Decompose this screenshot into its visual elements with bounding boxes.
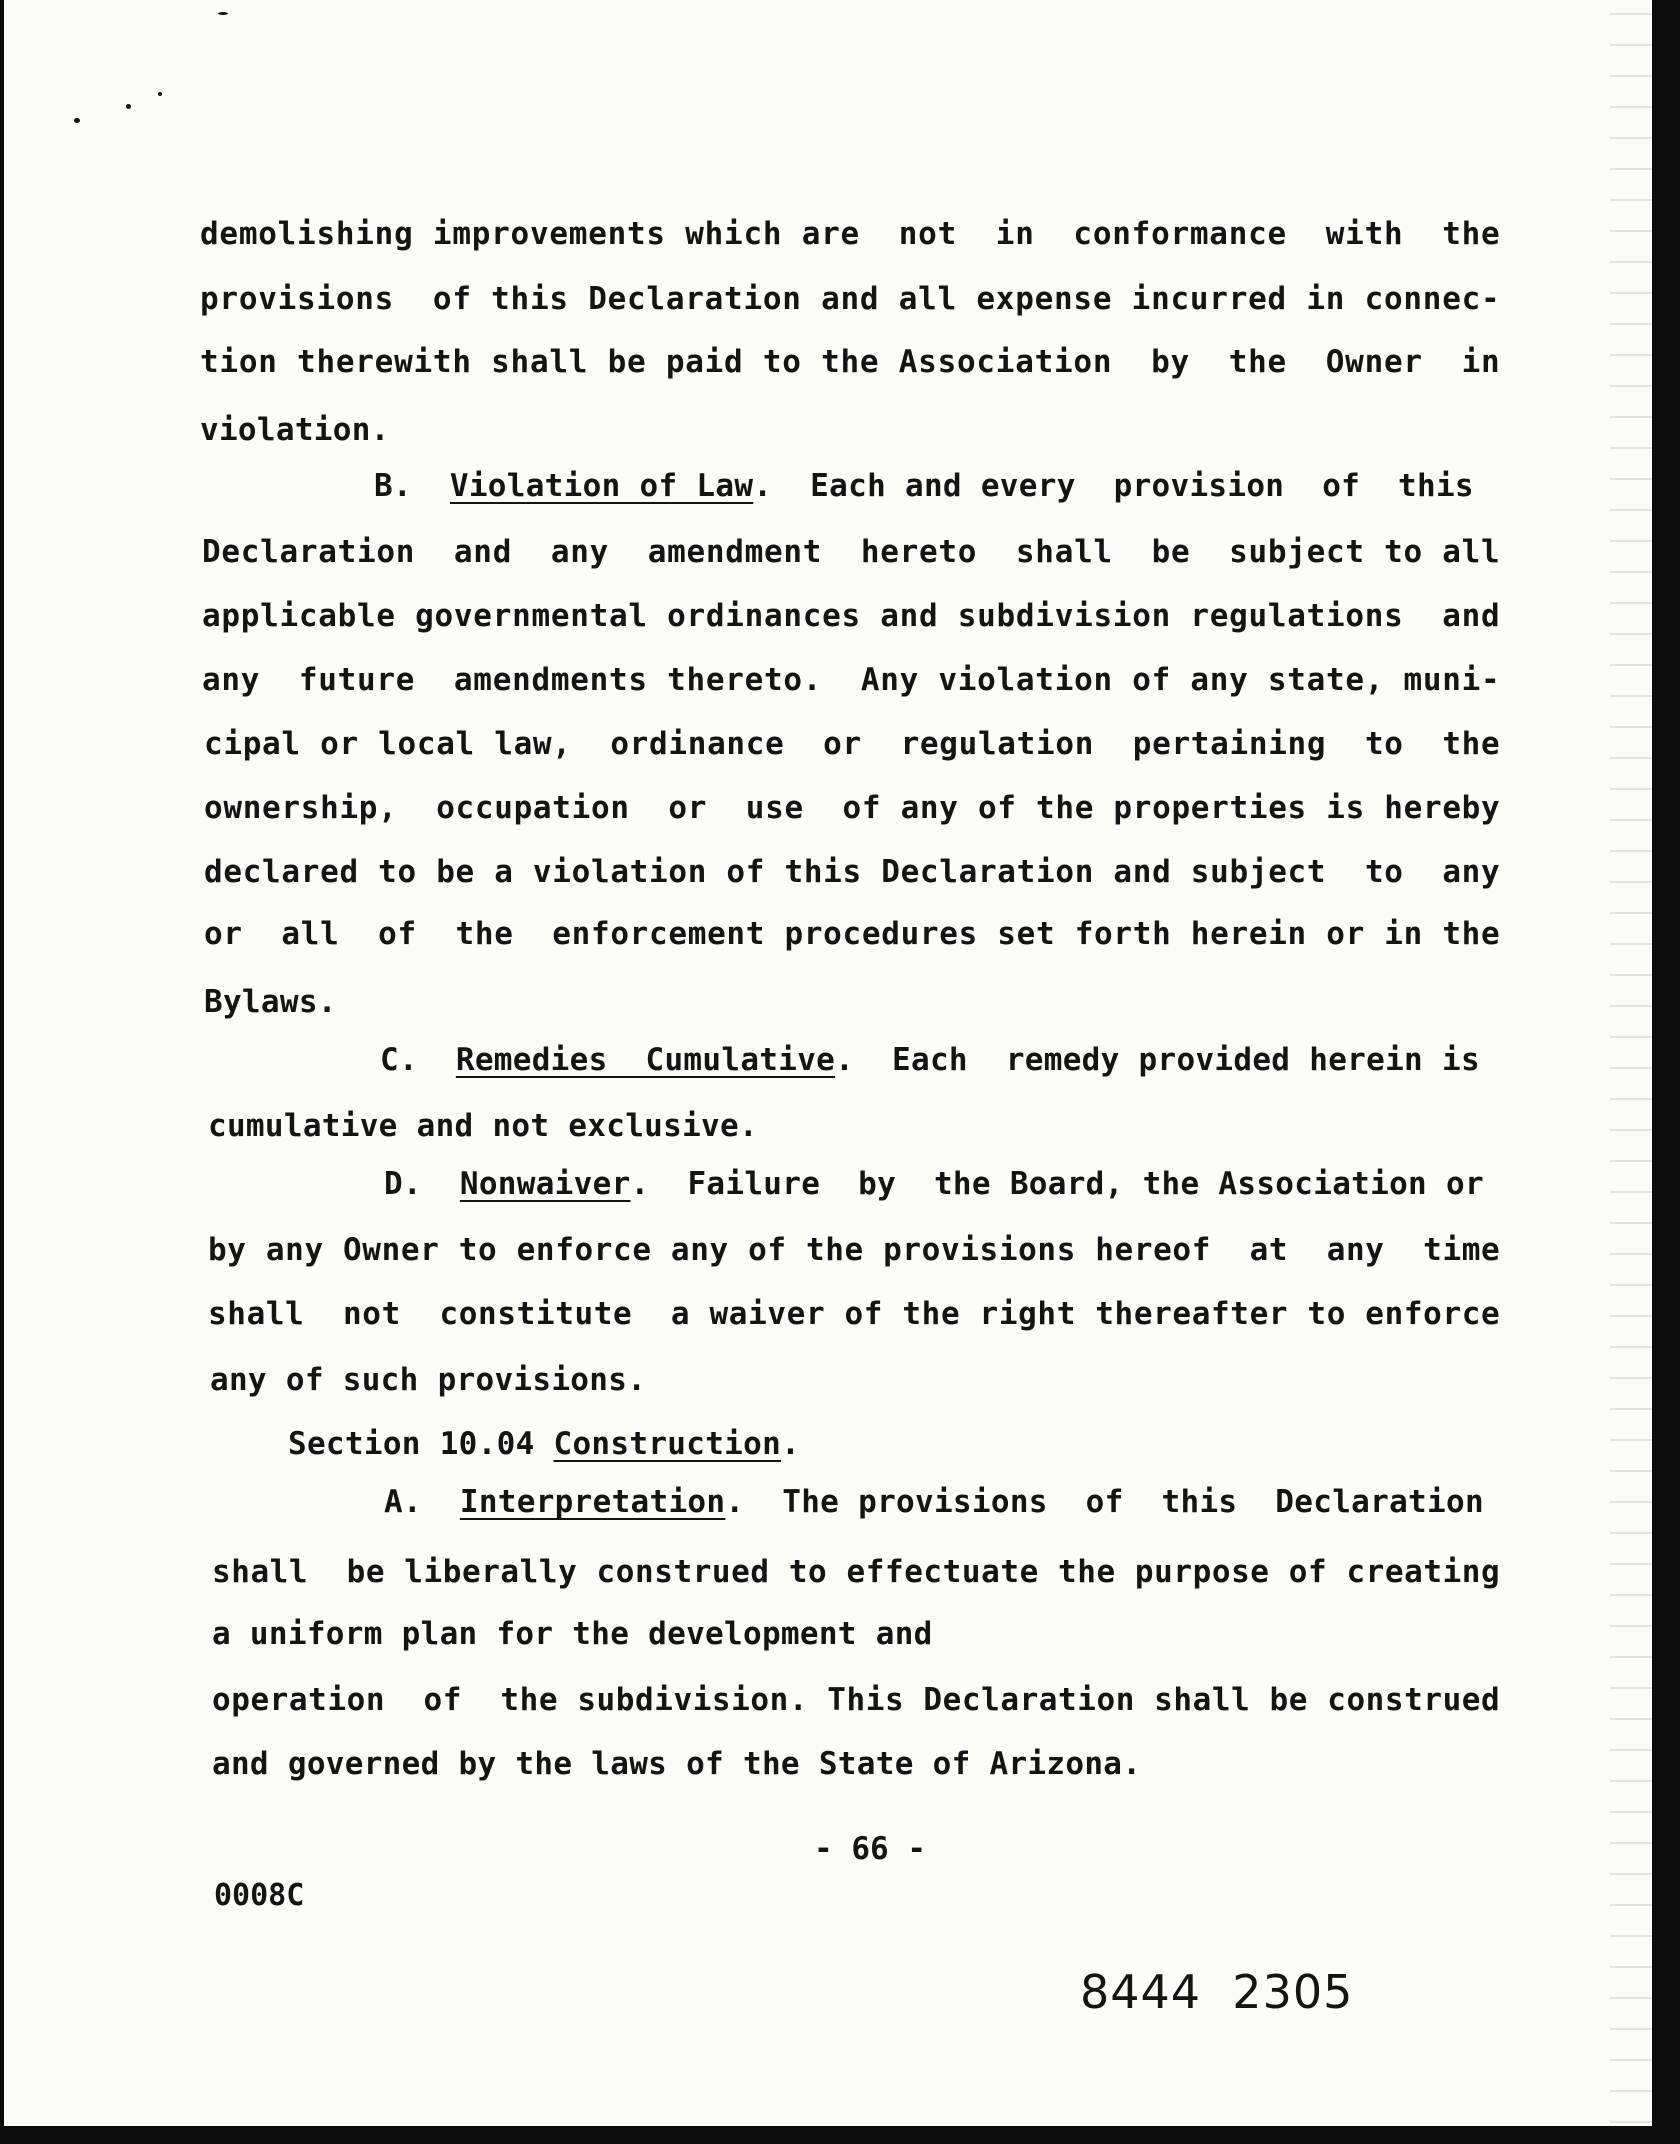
text-line	[208, 1294, 1500, 1334]
scan-edge-noise	[1610, 0, 1652, 2126]
text-line	[202, 596, 1500, 636]
text-segment: cipal or local law, ordinance or regulation pertaining to the	[204, 726, 1501, 762]
text-line	[204, 852, 1500, 892]
underlined-heading: Violation of Law	[449, 468, 754, 504]
text-segment: by any Owner to enforce any of the provisions hereof at any time	[208, 1232, 1501, 1268]
text-line	[380, 1040, 1480, 1080]
text-segment: tion therewith shall be paid to the Association by the Owner in	[200, 344, 1501, 380]
text-segment: . Each and every provision of this	[753, 468, 1474, 504]
text-segment: B.	[374, 468, 450, 504]
text-segment: D.	[384, 1166, 460, 1202]
scan-speck	[74, 118, 80, 123]
text-segment: violation.	[200, 412, 390, 448]
text-segment: ownership, occupation or use of any of the properties is hereby	[204, 790, 1501, 826]
text-line	[212, 1552, 1500, 1592]
text-line	[202, 532, 1500, 572]
document-code: 0008C	[214, 1878, 305, 1913]
text-segment: . Each remedy provided herein is	[835, 1042, 1480, 1078]
text-line	[200, 410, 390, 450]
text-segment: Declaration and any amendment hereto shall be subject to all	[202, 534, 1501, 570]
text-segment: A.	[384, 1484, 460, 1520]
scan-speck	[126, 104, 131, 109]
text-segment: and governed by the laws of the State of Arizona.	[212, 1746, 1142, 1782]
text-segment: or all of the enforcement procedures set forth herein or in the	[204, 916, 1501, 952]
text-line	[374, 466, 1474, 506]
text-line	[204, 788, 1500, 828]
text-line	[200, 342, 1500, 382]
page-number: - 66 -	[814, 1831, 926, 1867]
text-line	[200, 279, 1500, 319]
text-segment: .	[781, 1426, 801, 1462]
text-line	[200, 214, 1500, 254]
text-segment: declared to be a violation of this Declaration and subject to any	[204, 854, 1501, 890]
underlined-heading: Interpretation	[459, 1484, 726, 1520]
scan-speck	[158, 92, 162, 96]
text-segment: operation of the subdivision. This Declaration shall be construed	[212, 1682, 1501, 1718]
scan-speck	[218, 12, 228, 15]
text-segment: any future amendments thereto. Any violation of any state, muni-	[202, 662, 1501, 698]
text-line	[204, 724, 1500, 764]
document-page	[4, 0, 1652, 2126]
text-line	[384, 1482, 1484, 1522]
text-line	[210, 1360, 646, 1400]
text-line	[204, 914, 1500, 954]
underlined-heading: Remedies Cumulative	[455, 1042, 836, 1078]
document-stamp-number: 8444 2305	[1080, 1965, 1354, 2019]
text-line	[212, 1680, 1500, 1720]
text-segment: . Failure by the Board, the Association or	[630, 1166, 1484, 1202]
text-segment: provisions of this Declaration and all expense incurred in connec-	[200, 281, 1501, 317]
text-segment: cumulative and not exclusive.	[208, 1108, 758, 1144]
text-line	[208, 1230, 1500, 1270]
text-segment: Bylaws.	[204, 984, 337, 1020]
text-line	[212, 1614, 933, 1654]
text-segment: shall not constitute a waiver of the right thereafter to enforce	[208, 1296, 1501, 1332]
underlined-heading: Construction	[553, 1426, 782, 1462]
text-segment: any of such provisions.	[210, 1362, 647, 1398]
text-line	[212, 1744, 1141, 1784]
text-segment: . The provisions of this Declaration	[725, 1484, 1484, 1520]
text-segment: applicable governmental ordinances and subdivision regulations and	[202, 598, 1501, 634]
text-segment: shall be liberally construed to effectuate the purpose of creating	[212, 1554, 1501, 1590]
text-segment: demolishing improvements which are not in conformance with the	[200, 216, 1501, 252]
text-line	[202, 660, 1500, 700]
text-line	[208, 1106, 758, 1146]
text-segment: C.	[380, 1042, 456, 1078]
text-line	[384, 1164, 1484, 1204]
underlined-heading: Nonwaiver	[459, 1166, 631, 1202]
text-segment: Section 10.04	[288, 1426, 554, 1462]
text-segment: a uniform plan for the development and	[212, 1616, 933, 1652]
text-line	[204, 982, 337, 1022]
text-line	[288, 1424, 800, 1464]
